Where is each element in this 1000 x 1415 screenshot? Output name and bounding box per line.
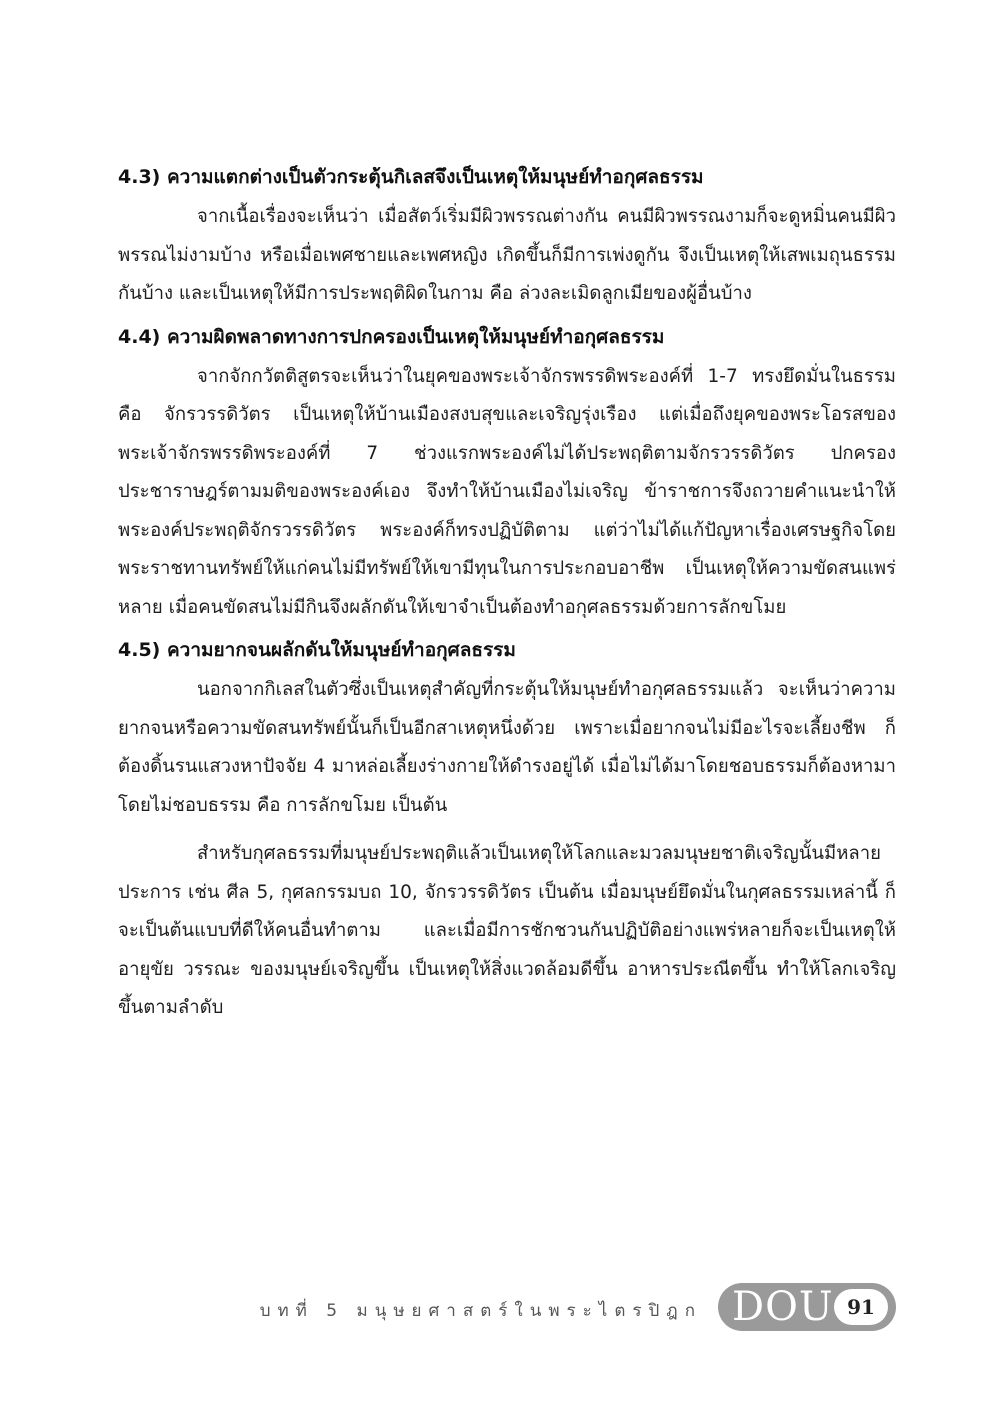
publisher-badge [718,1283,896,1331]
chapter-title: บทที่ 5 มนุษยศาสตร์ในพระไตรปิฎก [259,1301,702,1321]
section-paragraph: นอกจากกิเลสในตัวซึ่งเป็นเหตุสำคัญที่กระตุ้นให้มนุษย์ทำอกุศลธรรมแล้ว จะเห็นว่าความยากจนหรือความขัดสนทรัพย์นั้นก็เป็นอีกสาเหตุหนึ่งด้วย เพราะเมื่อยากจนไม่มีอะไรจะเลี้ยงชีพ ก็ต้องดิ้นรนแสวงหาปัจจัย 4 มาหล่อเลี้ยงร่างกายให้ดำรงอยู่ได้ เมื่อไม่ได้มาโดยชอบธรรมก็ต้องหามาโดยไม่ชอบธรรม คือ การลักขโมย เป็นต้น [118,679,896,816]
section-4-4 [118,320,896,628]
page-content [118,160,896,1034]
section-4-3 [118,160,896,314]
section-heading: 4.5) ความยากจนผลักดันให้มนุษย์ทำอกุศลธรรม [118,639,516,661]
section-paragraph: จากเนื้อเรื่องจะเห็นว่า เมื่อสัตว์เริ่มมีผิวพรรณต่างกัน คนมีผิวพรรณงามก็จะดูหมิ่นคนมีผิวพรรณไม่งามบ้าง หรือเมื่อเพศชายและเพศหญิง เกิดขึ้นก็มีการเพ่งดูกัน จึงเป็นเหตุให้เสพเมถุนธรรมกันบ้าง และเป็นเหตุให้มีการประพฤติผิดในกาม คือ ล่วงละเมิดลูกเมียของผู้อื่นบ้าง [118,206,896,304]
section-heading: 4.3) ความแตกต่างเป็นตัวกระตุ้นกิเลสจึงเป็นเหตุให้มนุษย์ทำอกุศลธรรม [118,166,704,188]
section-paragraph: สำหรับกุศลธรรมที่มนุษย์ประพฤติแล้วเป็นเหตุให้โลกและมวลมนุษยชาติเจริญนั้นมีหลายประการ เช่น ศีล 5, กุศลกรรมบถ 10, จักรวรรดิวัตร เป็นต้น เมื่อมนุษย์ยึดมั่นในกุศลธรรมเหล่านี้ ก็จะเป็นต้นแบบที่ดีให้คนอื่นทำตาม และเมื่อมีการชักชวนกันปฏิบัติอย่างแพร่หลายก็จะเป็นเหตุให้อายุขัย วรรณะ ของมนุษย์เจริญขึ้น เป็นเหตุให้สิ่งแวดล้อมดีขึ้น อาหารประณีตขึ้น ทำให้โลกเจริญขึ้นตามลำดับ [118,843,896,1018]
dou-logo: DOU [732,1284,834,1330]
section-paragraph: จากจักกวัตติสูตรจะเห็นว่าในยุคของพระเจ้าจักรพรรดิพระองค์ที่ 1-7 ทรงยึดมั่นในธรรม คือ จักรวรรดิวัตร เป็นเหตุให้บ้านเมืองสงบสุขและเจริญรุ่งเรือง แต่เมื่อถึงยุคของพระโอรสของพระเจ้าจักรพรรดิพระองค์ที่ 7 ช่วงแรกพระองค์ไม่ได้ประพฤติตามจักรวรรดิวัตร ปกครองประชาราษฎร์ตามมติของพระองค์เอง จึงทำให้บ้านเมืองไม่เจริญ ข้าราชการจึงถวายคำแนะนำให้พระองค์ประพฤติจักรวรรดิวัตร พระองค์ก็ทรงปฏิบัติตาม แต่ว่าไม่ได้แก้ปัญหาเรื่องเศรษฐกิจโดยพระราชทานทรัพย์ให้แก่คนไม่มีทรัพย์ให้เขามีทุนในการประกอบอาชีพ เป็นเหตุให้ความขัดสนแพร่หลาย เมื่อคนขัดสนไม่มีกินจึงผลักดันให้เขาจำเป็นต้องทำอกุศลธรรมด้วยการลักขโมย [118,365,896,618]
section-heading: 4.4) ความผิดพลาดทางการปกครองเป็นเหตุให้มนุษย์ทำอกุศลธรรม [118,325,665,348]
page-number: 91 [834,1289,888,1325]
page-footer [0,1283,1000,1333]
section-4-5 [118,633,896,1028]
